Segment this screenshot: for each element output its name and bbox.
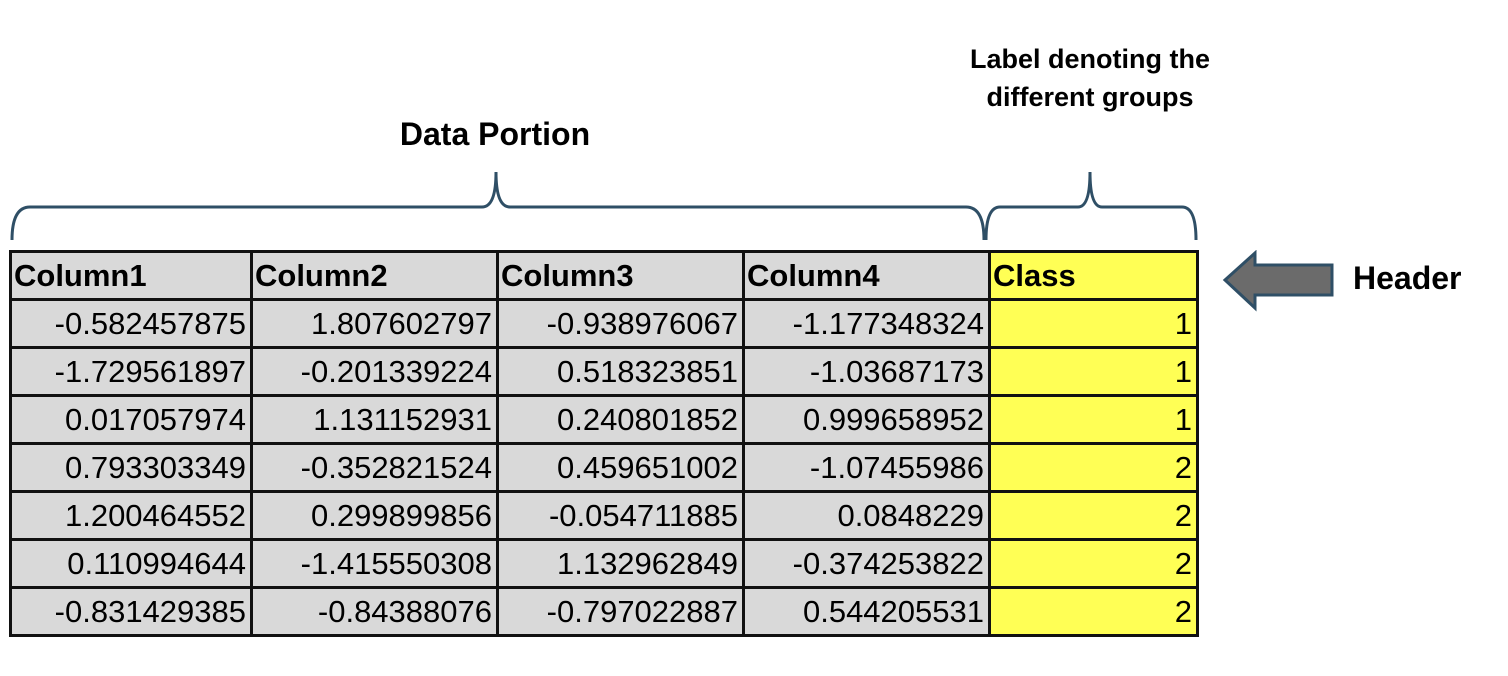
left-arrow-icon: [1222, 250, 1337, 312]
table-cell: 1.807602797: [252, 300, 498, 348]
table-cell: 1.132962849: [498, 540, 744, 588]
table-cell: -0.797022887: [498, 588, 744, 636]
table-row: [11, 300, 1198, 348]
data-portion-label: Data Portion: [399, 116, 591, 152]
class-column-header: Class: [990, 252, 1198, 300]
table-cell: -0.054711885: [498, 492, 744, 540]
table-row: [11, 348, 1198, 396]
class-cell: 2: [990, 444, 1198, 492]
table-cell: 0.518323851: [498, 348, 744, 396]
class-cell: 1: [990, 348, 1198, 396]
class-cell: 2: [990, 492, 1198, 540]
table-cell: 1.200464552: [11, 492, 252, 540]
table-cell: 0.544205531: [744, 588, 990, 636]
table-row: [11, 444, 1198, 492]
class-cell: 2: [990, 588, 1198, 636]
table-cell: -1.03687173: [744, 348, 990, 396]
column-header: Column4: [744, 252, 990, 300]
column-header: Column2: [252, 252, 498, 300]
header-label: Header: [1353, 260, 1462, 296]
table-cell: -0.938976067: [498, 300, 744, 348]
table-cell: -0.84388076: [252, 588, 498, 636]
table-cell: 0.017057974: [11, 396, 252, 444]
data-table: [9, 250, 1199, 637]
table-cell: 0.299899856: [252, 492, 498, 540]
table-cell: -1.177348324: [744, 300, 990, 348]
class-label-annotation: Label denoting the different groups: [970, 44, 1210, 112]
class-cell: 2: [990, 540, 1198, 588]
table-row: [11, 396, 1198, 444]
table-row: [11, 588, 1198, 636]
table-row: [11, 540, 1198, 588]
table-cell: 0.0848229: [744, 492, 990, 540]
table-cell: 0.459651002: [498, 444, 744, 492]
table-cell: -0.831429385: [11, 588, 252, 636]
table-row: [11, 492, 1198, 540]
table-cell: -1.729561897: [11, 348, 252, 396]
class-cell: 1: [990, 300, 1198, 348]
table-cell: 1.131152931: [252, 396, 498, 444]
table-cell: 0.999658952: [744, 396, 990, 444]
table-cell: 0.110994644: [11, 540, 252, 588]
class-brace: [986, 172, 1196, 240]
table-cell: -1.07455986: [744, 444, 990, 492]
table-cell: -0.201339224: [252, 348, 498, 396]
header-row: [11, 252, 1198, 300]
table-cell: 0.793303349: [11, 444, 252, 492]
data-portion-brace: [12, 172, 984, 240]
column-header: Column3: [498, 252, 744, 300]
table-cell: -0.374253822: [744, 540, 990, 588]
table-cell: 0.240801852: [498, 396, 744, 444]
table-cell: -0.352821524: [252, 444, 498, 492]
table-cell: -0.582457875: [11, 300, 252, 348]
table-cell: -1.415550308: [252, 540, 498, 588]
column-header: Column1: [11, 252, 252, 300]
class-cell: 1: [990, 396, 1198, 444]
